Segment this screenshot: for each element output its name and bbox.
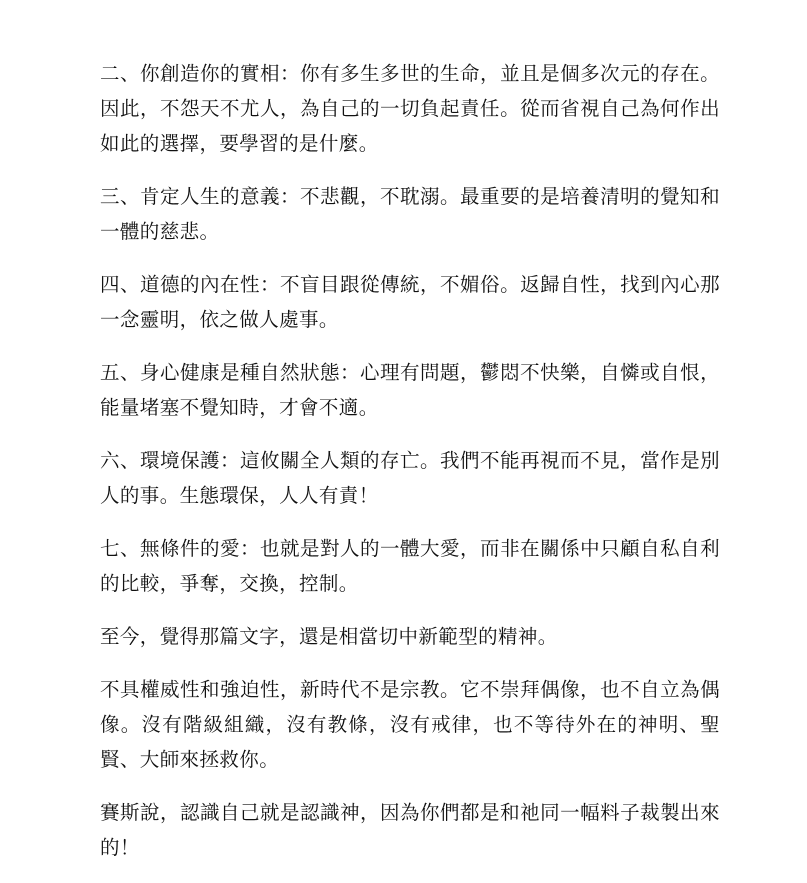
paragraph-principle-5: 五、身心健康是種自然狀態：心理有問題，鬱悶不快樂，自憐或自恨，能量堵塞不覺知時，才會不適。: [100, 361, 720, 419]
paragraph-principle-4: 四、道德的內在性：不盲目跟從傳統，不媚俗。返歸自性，找到內心那一念靈明，依之做人處事。: [100, 273, 720, 331]
paragraph-principle-7: 七、無條件的愛：也就是對人的一體大愛，而非在關係中只顧自私自利的比較，爭奪，交換，控制。: [100, 537, 720, 595]
paragraph-principle-3: 三、肯定人生的意義：不悲觀，不耽溺。最重要的是培養清明的覺知和一體的慈悲。: [100, 185, 720, 243]
paragraph-principle-6: 六、環境保護：這攸關全人類的存亡。我們不能再視而不見，當作是別人的事。生態環保，人人有責！: [100, 449, 720, 507]
paragraph-not-religion: 不具權威性和強迫性，新時代不是宗教。它不崇拜偶像，也不自立為偶像。沒有階級組織，沒有教條，沒有戒律，也不等待外在的神明、聖賢、大師來拯救你。: [100, 678, 720, 771]
document-body: [100, 56, 720, 883]
paragraph-principle-2: 二、你創造你的實相：你有多生多世的生命，並且是個多次元的存在。因此，不怨天不尤人，為自己的一切負起責任。從而省視自己為何作出如此的選擇，要學習的是什麼。: [100, 62, 720, 155]
paragraph-seth-quote: 賽斯說，認識自己就是認識神，因為你們都是和祂同一幅料子裁製出來的！: [100, 801, 720, 859]
paragraph-reflection: 至今，覺得那篇文字，還是相當切中新範型的精神。: [100, 625, 558, 648]
